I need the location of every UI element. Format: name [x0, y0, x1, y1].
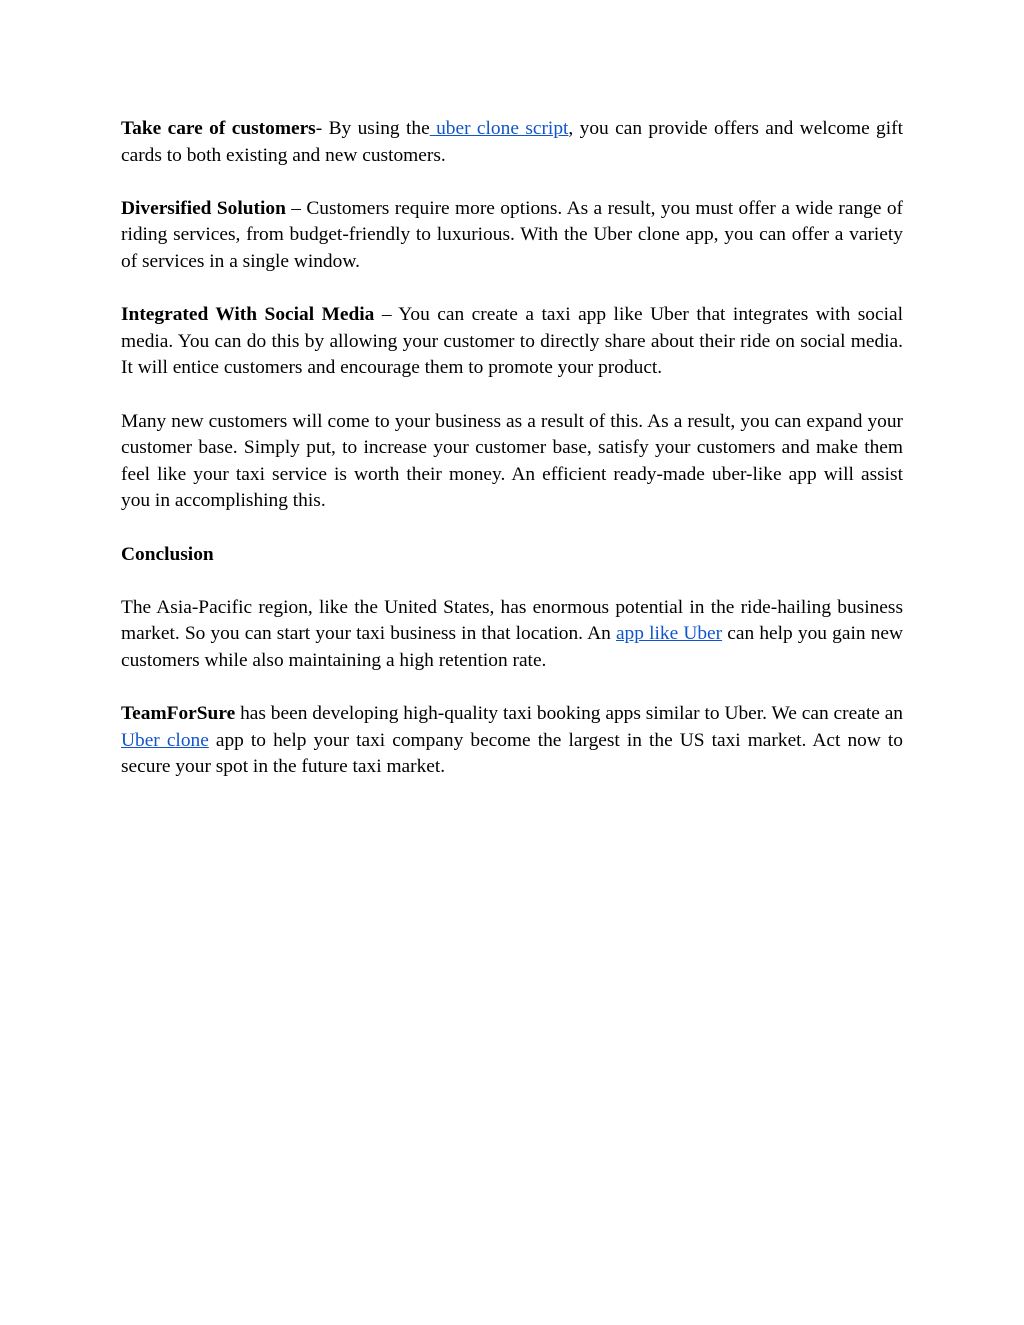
paragraph-text: The Asia-Pacific region, like the United States, has enormous potential in the ride-hailing business market. So you can start your taxi business in that location. An	[121, 596, 903, 645]
paragraph-text: Many new customers will come to your business as a result of this. As a result, you can expand your customer base. Simply put, to increase your customer base, satisfy your customers and make them feel like your taxi service is worth their money. An efficient ready-made uber-like app will assist you in accomplishing this.	[121, 410, 903, 512]
paragraph-asia-pacific	[121, 595, 903, 675]
paragraph-customer-base	[121, 409, 903, 515]
app-like-uber-link[interactable]: app like Uber	[615, 623, 723, 645]
paragraph-integrated-social-media	[121, 302, 903, 382]
paragraph-text: – You can create a taxi app like Uber that integrates with social media. You can do this by allowing your customer to directly share about their ride on social media. It will entice customers and encourage them to promote your product.	[121, 304, 903, 379]
paragraph-lead-bold: Take care of customers	[121, 118, 316, 139]
uber-clone-link[interactable]: Uber clone	[121, 729, 209, 751]
uber-clone-script-link[interactable]: uber clone script	[429, 118, 569, 139]
paragraph-text: has been developing high-quality taxi booking apps similar to Uber. We can create an	[235, 703, 903, 725]
conclusion-heading: Conclusion	[121, 543, 214, 565]
paragraph-text: can help you gain new customers while also maintaining a high retention rate.	[121, 623, 903, 671]
paragraph-lead-bold: Diversified Solution	[121, 197, 286, 219]
paragraph-lead-bold: TeamForSure	[121, 703, 236, 725]
paragraph-take-care-of-customers	[121, 116, 903, 169]
paragraph-diversified-solution	[121, 196, 903, 276]
paragraph-lead-bold: Integrated With Social Media	[121, 304, 375, 326]
paragraph-text: app to help your taxi company become the largest in the US taxi market. Act now to secure your spot in the future taxi market.	[121, 729, 903, 778]
paragraph-teamforsure	[121, 701, 903, 781]
paragraph-text: – Customers require more options. As a result, you must offer a wide range of riding services, from budget-friendly to luxurious. With the Uber clone app, you can offer a variety of services in a single window.	[121, 197, 903, 272]
document-page	[121, 116, 903, 807]
paragraph-text: , you can provide offers and welcome gift cards to both existing and new customers.	[121, 118, 903, 166]
paragraph-text: - By using the	[315, 118, 430, 139]
